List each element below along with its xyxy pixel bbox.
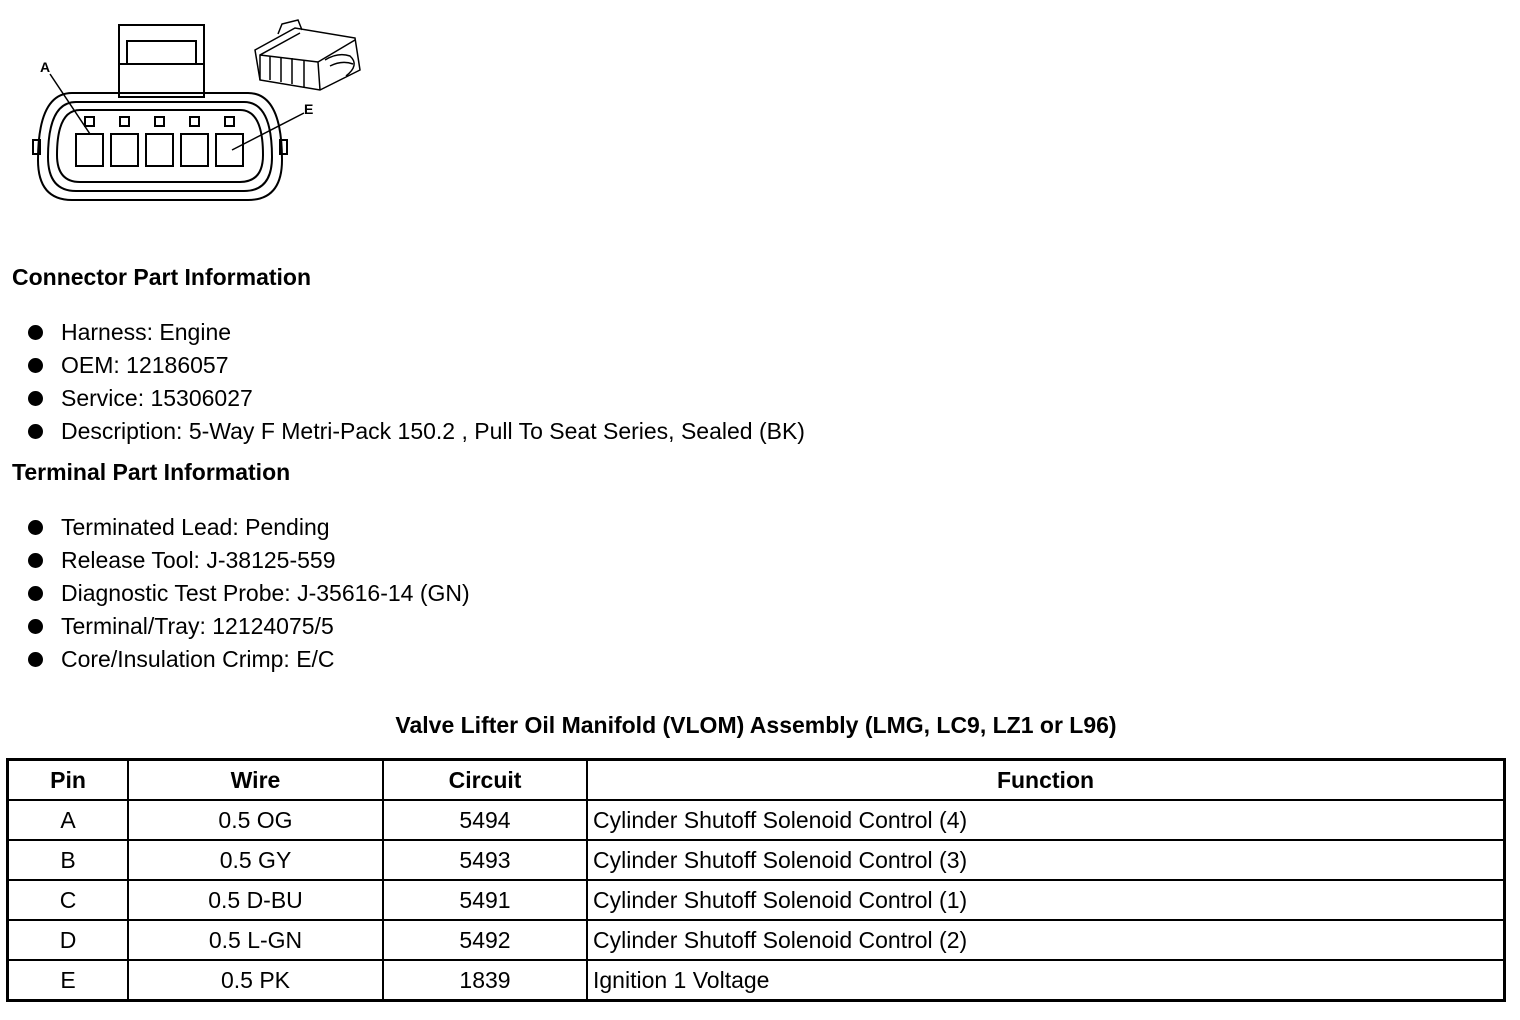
- wire-cell: 0.5 L-GN: [128, 920, 383, 960]
- terminal-part-info-list: [28, 511, 470, 676]
- circuit-cell: 5493: [383, 840, 587, 880]
- connector-face-diagram: [20, 10, 380, 210]
- circuit-cell: 1839: [383, 960, 587, 1001]
- circuit-cell: 5492: [383, 920, 587, 960]
- pin-e-label: E: [304, 101, 314, 117]
- pin-cell: A: [8, 800, 129, 840]
- pin-cell: C: [8, 880, 129, 920]
- list-item: Terminated Lead: Pending: [28, 511, 470, 544]
- circuit-cell: 5491: [383, 880, 587, 920]
- cavity-e: [216, 134, 243, 166]
- cavity-c: [146, 134, 173, 166]
- list-item: Terminal/Tray: 12124075/5: [28, 610, 470, 643]
- column-header-function: Function: [587, 760, 1505, 801]
- column-header-pin: Pin: [8, 760, 129, 801]
- column-header-wire: Wire: [128, 760, 383, 801]
- bullet-icon: [28, 652, 43, 667]
- cavity-d: [181, 134, 208, 166]
- function-cell: Cylinder Shutoff Solenoid Control (3): [587, 840, 1505, 880]
- terminal-part-info-heading: Terminal Part Information: [12, 459, 291, 485]
- table-row: [8, 800, 1505, 840]
- function-cell: Cylinder Shutoff Solenoid Control (1): [587, 880, 1505, 920]
- table-header-row: [8, 760, 1505, 801]
- bullet-icon: [28, 325, 43, 340]
- connector-part-info-list: [28, 316, 805, 448]
- pin-a-label: A: [40, 59, 51, 75]
- list-item: Release Tool: J-38125-559: [28, 544, 470, 577]
- pinout-table: [6, 758, 1506, 1002]
- list-item: Service: 15306027: [28, 382, 805, 415]
- pinout-table-title: Valve Lifter Oil Manifold (VLOM) Assembly (LMG, LC9, LZ1 or L96): [395, 712, 1117, 738]
- wire-cell: 0.5 OG: [128, 800, 383, 840]
- table-row: [8, 840, 1505, 880]
- connector-part-info-heading: Connector Part Information: [12, 264, 312, 290]
- bullet-icon: [28, 391, 43, 406]
- connector-latch: [119, 25, 204, 97]
- bullet-icon: [28, 619, 43, 634]
- list-item: Harness: Engine: [28, 316, 805, 349]
- cavity-b: [111, 134, 138, 166]
- table-row: [8, 880, 1505, 920]
- table-row: [8, 920, 1505, 960]
- pin-cell: E: [8, 960, 129, 1001]
- table-row: [8, 960, 1505, 1001]
- wire-cell: 0.5 GY: [128, 840, 383, 880]
- column-header-circuit: Circuit: [383, 760, 587, 801]
- pin-cell: D: [8, 920, 129, 960]
- connector-isometric-view: [255, 20, 360, 90]
- list-item: Core/Insulation Crimp: E/C: [28, 643, 470, 676]
- bullet-icon: [28, 586, 43, 601]
- function-cell: Cylinder Shutoff Solenoid Control (4): [587, 800, 1505, 840]
- bullet-icon: [28, 553, 43, 568]
- list-item: OEM: 12186057: [28, 349, 805, 382]
- cavity-a: [76, 134, 103, 166]
- bullet-icon: [28, 358, 43, 373]
- wire-cell: 0.5 PK: [128, 960, 383, 1001]
- wire-cell: 0.5 D-BU: [128, 880, 383, 920]
- bullet-icon: [28, 520, 43, 535]
- bullet-icon: [28, 424, 43, 439]
- function-cell: Cylinder Shutoff Solenoid Control (2): [587, 920, 1505, 960]
- list-item: Diagnostic Test Probe: J-35616-14 (GN): [28, 577, 470, 610]
- list-item: Description: 5-Way F Metri-Pack 150.2 , Pull To Seat Series, Sealed (BK): [28, 415, 805, 448]
- circuit-cell: 5494: [383, 800, 587, 840]
- function-cell: Ignition 1 Voltage: [587, 960, 1505, 1001]
- pin-cell: B: [8, 840, 129, 880]
